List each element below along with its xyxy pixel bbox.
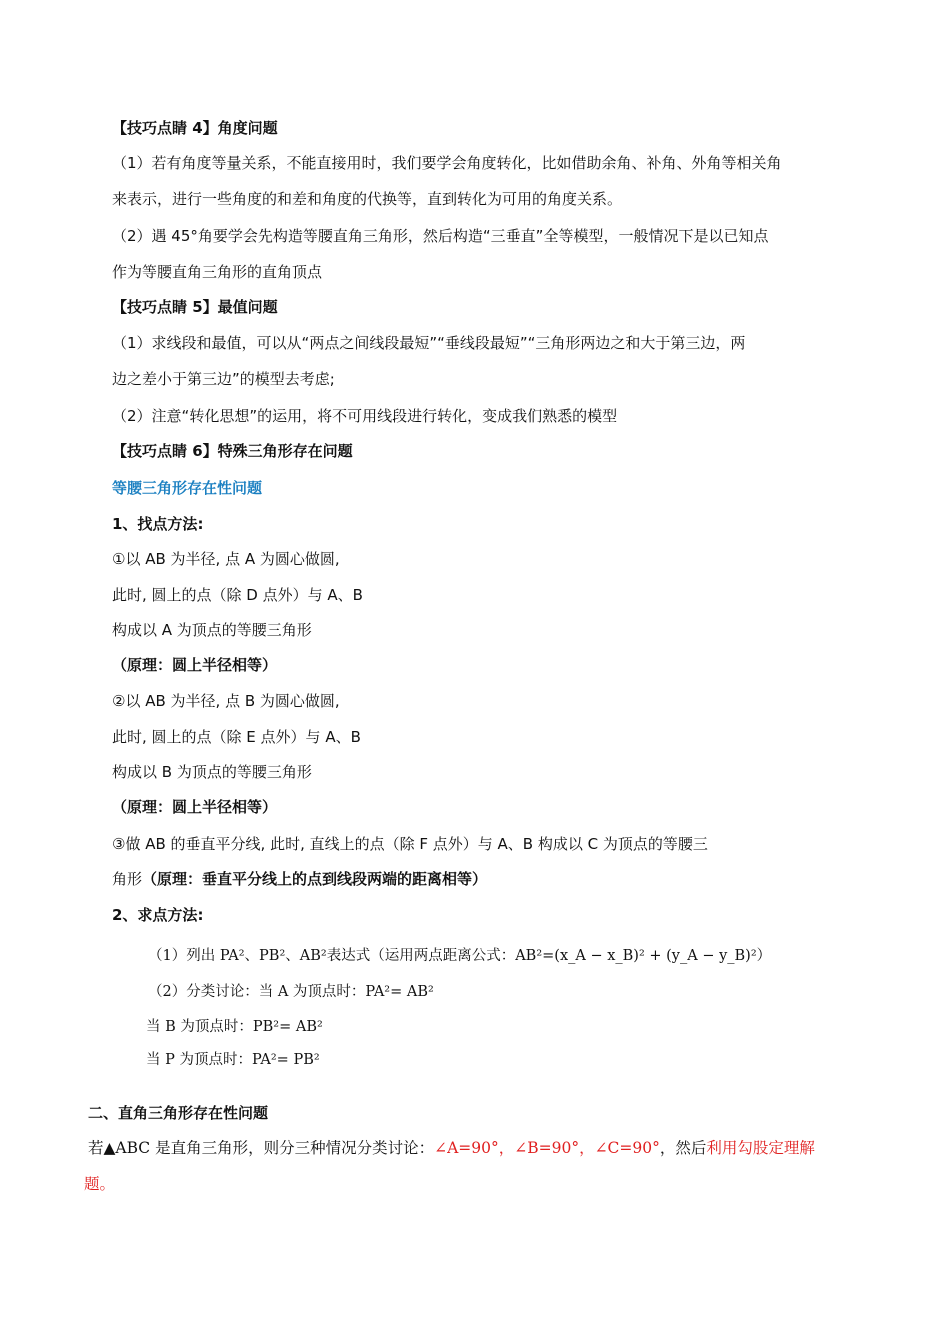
sec7-p1 <box>88 1138 815 1158</box>
case1-line1: ①以 AB 为半径, 点 A 为圆心做圆, <box>112 550 340 568</box>
sec7-angles: ∠A=90°，∠B=90°，∠C=90° <box>434 1139 660 1157</box>
sec5-p1b: 边之差小于第三边”的模型去考虑; <box>112 370 335 388</box>
sec7-text2: ，然后 <box>659 1139 707 1157</box>
case1-line3: 构成以 A 为顶点的等腰三角形 <box>112 621 312 639</box>
sec5-p1a: （1）求线段和最值，可以从“两点之间线段最短”“垂线段最短”“三角形两边之和大于第三边，两 <box>112 334 746 352</box>
solve-step3: 当 B 为顶点时：PB²= AB² <box>146 1019 323 1035</box>
solve-step1 <box>148 946 771 966</box>
case3-line2 <box>112 869 487 889</box>
solve-step2: （2）分类讨论：当 A 为顶点时：PA²= AB² <box>148 984 434 1000</box>
solve-step1-text: （1）列出 PA²、PB²、AB²表达式（运用两点距离公式：AB²= <box>148 948 555 964</box>
case1-principle: （原理：圆上半径相等） <box>112 656 278 674</box>
find-title: 1、找点方法: <box>112 515 204 533</box>
solve-step4: 当 P 为顶点时：PA²= PB² <box>146 1052 320 1068</box>
sec7-method: 利用勾股定理解 <box>706 1139 815 1157</box>
sec5-p2: （2）注意“转化思想”的运用，将不可用线段进行转化，变成我们熟悉的模型 <box>112 407 618 425</box>
case2-line3: 构成以 B 为顶点的等腰三角形 <box>112 763 312 781</box>
solve-title: 2、求点方法: <box>112 906 204 924</box>
sec5-title: 【技巧点睛 5】最值问题 <box>112 298 278 316</box>
sec4-p1b: 来表示，进行一些角度的和差和角度的代换等，直到转化为可用的角度关系。 <box>112 190 623 208</box>
sec4-title: 【技巧点睛 4】角度问题 <box>112 119 278 137</box>
case3-plain: 角形 <box>112 870 143 888</box>
sec6-subtitle: 等腰三角形存在性问题 <box>112 479 263 497</box>
case2-line2: 此时, 圆上的点（除 E 点外）与 A、B <box>112 728 361 746</box>
sec7-p2: 题。 <box>84 1175 116 1193</box>
sec7-text1: 若▲ABC 是直角三角形，则分三种情况分类讨论： <box>88 1139 435 1157</box>
sec6-title: 【技巧点睛 6】特殊三角形存在问题 <box>112 442 353 460</box>
sec4-p2a: （2）遇 45°角要学会先构造等腰直角三角形，然后构造“三垂直”全等模型，一般情况下是以已知点 <box>112 227 769 245</box>
sec4-p2b: 作为等腰直角三角形的直角顶点 <box>112 263 323 281</box>
case1-line2: 此时, 圆上的点（除 D 点外）与 A、B <box>112 586 363 604</box>
sec7-title: 二、直角三角形存在性问题 <box>88 1104 269 1122</box>
case3-principle: （原理：垂直平分线上的点到线段两端的距离相等） <box>142 870 488 888</box>
sec4-p1a: （1）若有角度等量关系，不能直接用时，我们要学会角度转化，比如借助余角、补角、外角等相关角 <box>112 154 782 172</box>
case3-line1: ③做 AB 的垂直平分线, 此时, 直线上的点（除 F 点外）与 A、B 构成以 C 为顶点的等腰三 <box>112 835 708 853</box>
case2-principle: （原理：圆上半径相等） <box>112 798 278 816</box>
case2-line1: ②以 AB 为半径, 点 B 为圆心做圆, <box>112 692 340 710</box>
distance-formula: (x_A − x_B)² + (y_A − y_B)² <box>554 948 757 964</box>
solve-step1-end: ） <box>756 948 772 964</box>
